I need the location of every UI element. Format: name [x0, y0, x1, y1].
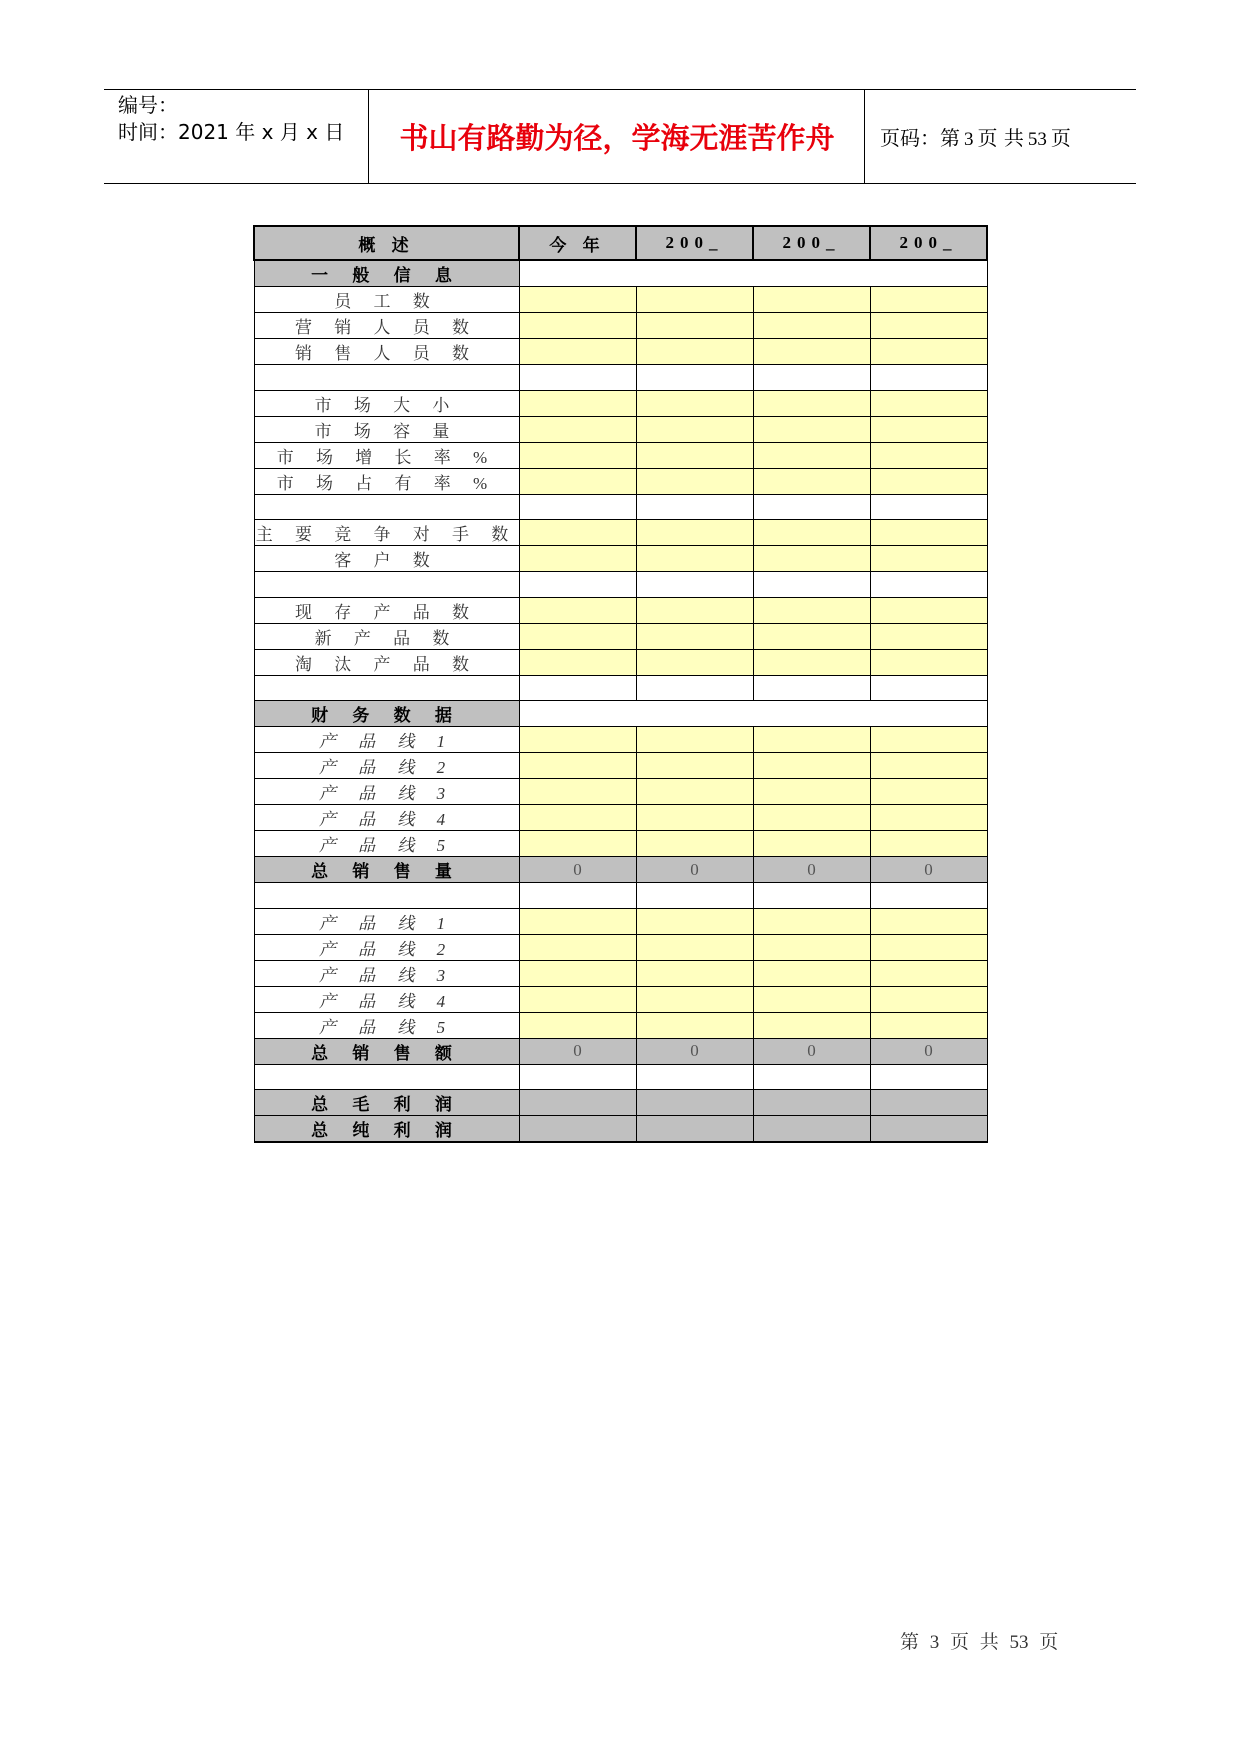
- table-row: [254, 805, 987, 831]
- row-label: 客 户 数: [254, 546, 519, 572]
- empty-row: [254, 675, 987, 701]
- header-center: [370, 90, 865, 183]
- input-cell[interactable]: [636, 649, 753, 675]
- input-cell[interactable]: [753, 960, 870, 986]
- table-row: [254, 727, 987, 753]
- input-cell[interactable]: [870, 339, 987, 365]
- empty-cell[interactable]: [636, 883, 753, 909]
- input-cell[interactable]: [870, 779, 987, 805]
- input-cell[interactable]: [753, 287, 870, 313]
- input-cell[interactable]: [870, 1012, 987, 1038]
- page-number-label: [866, 122, 1071, 151]
- input-cell[interactable]: [519, 831, 636, 857]
- total-volume-label: 总 销 售 量: [254, 857, 519, 883]
- input-cell[interactable]: [636, 753, 753, 779]
- empty-cell[interactable]: [519, 572, 636, 598]
- table-row: [254, 960, 987, 986]
- table-row: [254, 546, 987, 572]
- header-left: [104, 90, 369, 183]
- row-label: 产 品 线 4: [254, 986, 519, 1012]
- row-label: 产 品 线 3: [254, 960, 519, 986]
- input-cell[interactable]: [636, 623, 753, 649]
- input-cell[interactable]: [636, 986, 753, 1012]
- input-cell[interactable]: [519, 727, 636, 753]
- page-footer: 第 3 页 共 53 页: [900, 1632, 1059, 1653]
- total-amount-label: 总 销 售 额: [254, 1038, 519, 1064]
- input-cell[interactable]: [519, 339, 636, 365]
- input-cell[interactable]: [870, 313, 987, 339]
- input-cell[interactable]: [519, 908, 636, 934]
- table-row: [254, 597, 987, 623]
- empty-cell: [254, 365, 519, 391]
- input-cell[interactable]: [753, 727, 870, 753]
- empty-cell[interactable]: [753, 494, 870, 520]
- input-cell[interactable]: [870, 442, 987, 468]
- total-value: 0: [753, 857, 870, 883]
- table-row: [254, 1012, 987, 1038]
- input-cell[interactable]: [636, 546, 753, 572]
- total-value: 0: [519, 1038, 636, 1064]
- gross-profit-cell: [636, 1090, 753, 1116]
- input-cell[interactable]: [519, 597, 636, 623]
- input-cell[interactable]: [636, 313, 753, 339]
- input-cell[interactable]: [753, 597, 870, 623]
- header-right: [866, 90, 1136, 183]
- section-blank: [519, 701, 987, 727]
- motto: 书山有路勤为径，学海无涯苦作舟: [399, 121, 835, 155]
- input-cell[interactable]: [636, 287, 753, 313]
- input-cell[interactable]: [870, 623, 987, 649]
- net-profit-cell: [519, 1116, 636, 1143]
- input-cell[interactable]: [753, 546, 870, 572]
- section-row-finance: [254, 701, 987, 727]
- empty-cell[interactable]: [519, 494, 636, 520]
- row-label: 市 场 容 量: [254, 416, 519, 442]
- empty-cell[interactable]: [519, 1064, 636, 1090]
- empty-cell[interactable]: [753, 883, 870, 909]
- row-label: 产 品 线 5: [254, 1012, 519, 1038]
- table-row: [254, 753, 987, 779]
- table-row: [254, 339, 987, 365]
- row-label: 主 要 竞 争 对 手 数: [254, 520, 519, 546]
- col-header-year-2: 200_: [753, 226, 870, 260]
- empty-cell: [254, 675, 519, 701]
- input-cell[interactable]: [636, 934, 753, 960]
- time-label: 时间：2021 年 x 月 x 日: [118, 120, 345, 144]
- input-cell[interactable]: [753, 753, 870, 779]
- total-row-amount: [254, 1038, 987, 1064]
- input-cell[interactable]: [870, 753, 987, 779]
- page-prefix: 页码：第: [880, 126, 960, 150]
- table-row: [254, 520, 987, 546]
- section-title-general: 一 般 信 息: [254, 260, 519, 287]
- input-cell[interactable]: [753, 442, 870, 468]
- input-cell[interactable]: [753, 649, 870, 675]
- row-label: 现 存 产 品 数: [254, 597, 519, 623]
- empty-cell[interactable]: [753, 572, 870, 598]
- input-cell[interactable]: [870, 546, 987, 572]
- input-cell[interactable]: [753, 520, 870, 546]
- input-cell[interactable]: [519, 649, 636, 675]
- total-value: 0: [870, 857, 987, 883]
- gross-profit-cell: [519, 1090, 636, 1116]
- page-suffix: 页: [1050, 126, 1071, 150]
- empty-cell[interactable]: [753, 1064, 870, 1090]
- input-cell[interactable]: [636, 805, 753, 831]
- total-row-volume: [254, 857, 987, 883]
- total-value: 0: [870, 1038, 987, 1064]
- table-row: [254, 934, 987, 960]
- input-cell[interactable]: [636, 960, 753, 986]
- input-cell[interactable]: [636, 908, 753, 934]
- input-cell[interactable]: [636, 520, 753, 546]
- total-value: 0: [519, 857, 636, 883]
- empty-cell[interactable]: [636, 1064, 753, 1090]
- input-cell[interactable]: [519, 960, 636, 986]
- table-row: [254, 779, 987, 805]
- table-header-row: [254, 226, 987, 260]
- row-label: 市 场 增 长 率 %: [254, 442, 519, 468]
- net-profit-cell: [753, 1116, 870, 1143]
- overview-table: [253, 225, 988, 1143]
- empty-row: [254, 572, 987, 598]
- input-cell[interactable]: [870, 805, 987, 831]
- total-value: 0: [636, 1038, 753, 1064]
- input-cell[interactable]: [870, 908, 987, 934]
- input-cell[interactable]: [519, 287, 636, 313]
- row-label: 产 品 线 2: [254, 934, 519, 960]
- input-cell[interactable]: [870, 287, 987, 313]
- col-header-year-3: 200_: [870, 226, 987, 260]
- table-row: [254, 623, 987, 649]
- row-label: 产 品 线 1: [254, 908, 519, 934]
- empty-cell[interactable]: [870, 572, 987, 598]
- input-cell[interactable]: [753, 416, 870, 442]
- empty-cell: [254, 572, 519, 598]
- section-row-general: [254, 260, 987, 287]
- row-label: 淘 汰 产 品 数: [254, 649, 519, 675]
- table-row: [254, 416, 987, 442]
- input-cell[interactable]: [519, 934, 636, 960]
- input-cell[interactable]: [753, 908, 870, 934]
- input-cell[interactable]: [636, 727, 753, 753]
- empty-cell[interactable]: [636, 675, 753, 701]
- table-row: [254, 986, 987, 1012]
- total-value: 0: [753, 1038, 870, 1064]
- input-cell[interactable]: [753, 831, 870, 857]
- row-label: 产 品 线 5: [254, 831, 519, 857]
- input-cell[interactable]: [753, 986, 870, 1012]
- page-mid: 页 共: [977, 126, 1024, 150]
- gross-profit-label: 总 毛 利 润: [254, 1090, 519, 1116]
- total-value: 0: [636, 857, 753, 883]
- empty-cell[interactable]: [636, 365, 753, 391]
- page-header: [104, 89, 1136, 184]
- col-header-this-year: 今 年: [519, 226, 636, 260]
- input-cell[interactable]: [870, 986, 987, 1012]
- input-cell[interactable]: [870, 960, 987, 986]
- input-cell[interactable]: [519, 546, 636, 572]
- input-cell[interactable]: [870, 727, 987, 753]
- empty-cell[interactable]: [753, 675, 870, 701]
- table-row: [254, 442, 987, 468]
- input-cell[interactable]: [753, 468, 870, 494]
- input-cell[interactable]: [870, 468, 987, 494]
- input-cell[interactable]: [753, 934, 870, 960]
- input-cell[interactable]: [636, 1012, 753, 1038]
- empty-cell[interactable]: [519, 883, 636, 909]
- empty-row: [254, 1064, 987, 1090]
- row-label: 市 场 占 有 率 %: [254, 468, 519, 494]
- input-cell[interactable]: [519, 313, 636, 339]
- net-profit-cell: [636, 1116, 753, 1143]
- input-cell[interactable]: [519, 442, 636, 468]
- input-cell[interactable]: [636, 468, 753, 494]
- input-cell[interactable]: [519, 779, 636, 805]
- input-cell[interactable]: [519, 416, 636, 442]
- gross-profit-cell: [870, 1090, 987, 1116]
- table-row: [254, 287, 987, 313]
- input-cell[interactable]: [519, 390, 636, 416]
- empty-cell[interactable]: [870, 494, 987, 520]
- input-cell[interactable]: [636, 779, 753, 805]
- empty-cell[interactable]: [870, 1064, 987, 1090]
- empty-row: [254, 494, 987, 520]
- row-label: 产 品 线 1: [254, 727, 519, 753]
- input-cell[interactable]: [636, 390, 753, 416]
- table-row: [254, 390, 987, 416]
- row-label: 市 场 大 小: [254, 390, 519, 416]
- empty-cell: [254, 883, 519, 909]
- serial-label: 编号：: [118, 93, 178, 117]
- empty-row: [254, 365, 987, 391]
- input-cell[interactable]: [753, 623, 870, 649]
- input-cell[interactable]: [519, 623, 636, 649]
- net-profit-cell: [870, 1116, 987, 1143]
- input-cell[interactable]: [753, 390, 870, 416]
- net-profit-label: 总 纯 利 润: [254, 1116, 519, 1143]
- total-row-net-profit: [254, 1116, 987, 1143]
- table-row: [254, 831, 987, 857]
- input-cell[interactable]: [753, 779, 870, 805]
- input-cell[interactable]: [753, 1012, 870, 1038]
- input-cell[interactable]: [636, 442, 753, 468]
- empty-cell: [254, 494, 519, 520]
- page-current: 3: [964, 129, 974, 150]
- input-cell[interactable]: [519, 805, 636, 831]
- empty-cell[interactable]: [519, 365, 636, 391]
- input-cell[interactable]: [870, 831, 987, 857]
- empty-cell[interactable]: [870, 675, 987, 701]
- input-cell[interactable]: [870, 390, 987, 416]
- input-cell[interactable]: [519, 753, 636, 779]
- input-cell[interactable]: [870, 416, 987, 442]
- row-label: 产 品 线 4: [254, 805, 519, 831]
- input-cell[interactable]: [636, 597, 753, 623]
- input-cell[interactable]: [636, 339, 753, 365]
- page-total: 53: [1027, 129, 1047, 150]
- row-label: 产 品 线 2: [254, 753, 519, 779]
- input-cell[interactable]: [870, 934, 987, 960]
- input-cell[interactable]: [519, 468, 636, 494]
- empty-cell[interactable]: [636, 572, 753, 598]
- empty-cell: [254, 1064, 519, 1090]
- gross-profit-cell: [753, 1090, 870, 1116]
- row-label: 营 销 人 员 数: [254, 313, 519, 339]
- row-label: 新 产 品 数: [254, 623, 519, 649]
- input-cell[interactable]: [519, 1012, 636, 1038]
- empty-cell[interactable]: [753, 365, 870, 391]
- input-cell[interactable]: [870, 597, 987, 623]
- total-row-gross-profit: [254, 1090, 987, 1116]
- input-cell[interactable]: [870, 520, 987, 546]
- row-label: 产 品 线 3: [254, 779, 519, 805]
- table-row: [254, 313, 987, 339]
- table-row: [254, 649, 987, 675]
- table-row: [254, 908, 987, 934]
- input-cell[interactable]: [753, 313, 870, 339]
- input-cell[interactable]: [519, 986, 636, 1012]
- input-cell[interactable]: [636, 831, 753, 857]
- input-cell[interactable]: [519, 520, 636, 546]
- section-title-finance: 财 务 数 据: [254, 701, 519, 727]
- input-cell[interactable]: [753, 339, 870, 365]
- col-header-year-1: 200_: [636, 226, 753, 260]
- table-row: [254, 468, 987, 494]
- empty-row: [254, 883, 987, 909]
- empty-cell[interactable]: [870, 883, 987, 909]
- input-cell[interactable]: [636, 416, 753, 442]
- input-cell[interactable]: [870, 649, 987, 675]
- row-label: 销 售 人 员 数: [254, 339, 519, 365]
- empty-cell[interactable]: [870, 365, 987, 391]
- empty-cell[interactable]: [636, 494, 753, 520]
- col-header-overview: 概 述: [254, 226, 519, 260]
- section-blank: [519, 260, 987, 287]
- empty-cell[interactable]: [519, 675, 636, 701]
- input-cell[interactable]: [753, 805, 870, 831]
- row-label: 员 工 数: [254, 287, 519, 313]
